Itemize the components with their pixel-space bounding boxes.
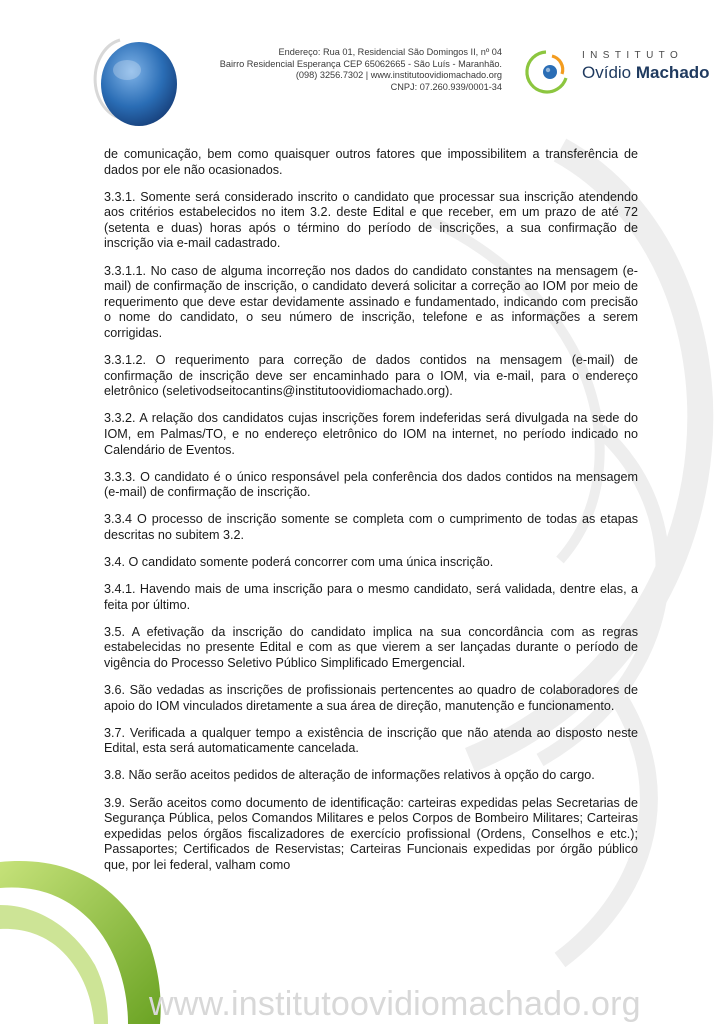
blue-orb-decoration bbox=[95, 40, 177, 126]
logo-name-bold: Machado bbox=[635, 63, 710, 82]
paragraph: 3.3.3. O candidato é o único responsável pela conferência dos dados contidos na mensagem (e-mail) de confirmação de inscrição. bbox=[104, 469, 638, 500]
logo-text-name bbox=[582, 63, 710, 83]
paragraph: 3.3.1.1. No caso de alguma incorreção nos dados do candidato constantes na mensagem (e-mail) de confirmação de inscrição, o candidato deverá solicitar a correção ao IOM por meio de requerimento que deve estar devidamente assinado e fundamentado, indicando com precisão o nome do candidato, o seu número de inscrição, telefone e as informações a serem corrigidas. bbox=[104, 263, 638, 340]
paragraph: 3.3.2. A relação dos candidatos cujas inscrições forem indeferidas será divulgada na sede do IOM, em Palmas/TO, e no endereço eletrônico do IOM na internet, no período indicado no Calendário de Eventos. bbox=[104, 411, 638, 457]
paragraph: 3.8. Não serão aceitos pedidos de alteração de informações relativos à opção do cargo. bbox=[104, 768, 595, 783]
address-line: CNPJ: 07.260.939/0001-34 bbox=[390, 81, 502, 92]
address-line: Endereço: Rua 01, Residencial São Domingos II, nº 04 bbox=[278, 47, 502, 57]
logo-text-institute: INSTITUTO bbox=[582, 50, 684, 61]
paragraph: 3.3.1. Somente será considerado inscrito o candidato que processar sua inscrição atendendo aos critérios estabelecidos no item 3.2. deste Edital e que receber, em um prazo de até 72 (setenta e duas) horas após o término do período de inscrições, a sua confirmação de inscrição via e-mail cadastrado. bbox=[104, 189, 638, 251]
header-address bbox=[220, 47, 502, 93]
document-body bbox=[104, 147, 638, 885]
paragraph: 3.3.1.2. O requerimento para correção de dados contidos na mensagem (e-mail) de confirmação de inscrição deve ser encaminhado para o IOM, via e-mail, para o endereço eletrônico (seletivodseitocantins@institutoovidiomachado.org). bbox=[104, 353, 638, 399]
green-swoosh-decoration bbox=[0, 861, 161, 1024]
paragraph: 3.9. Serão aceitos como documento de identificação: carteiras expedidas pelas Secretarias de Segurança Pública, pelos Comandos Militares e pelos Corpos de Bombeiro Militares; Carteiras expedidas pelos órgãos fiscalizadores de exercício profissional (Ordens, Conselhos e etc.); Passaportes; Certificados de Reservistas; Carteiras Funcionais expedidas por órgão público que, por lei federal, valham como bbox=[104, 795, 638, 872]
paragraph: 3.6. São vedadas as inscrições de profissionais pertencentes ao quadro de colaboradores de apoio do IOM vinculados diretamente a sua área de direção, manutenção e funcionamento. bbox=[104, 683, 638, 713]
paragraph: 3.5. A efetivação da inscrição do candidato implica na sua concordância com as regras estabelecidas no presente Edital e com as que vierem a ser lançadas durante o período de vigência do Processo Seletivo Público Simplificado Emergencial. bbox=[104, 624, 638, 670]
paragraph: 3.4. O candidato somente poderá concorrer com uma única inscrição. bbox=[104, 554, 494, 569]
address-line: Bairro Residencial Esperança CEP 65062665 - São Luís - Maranhão. bbox=[219, 58, 502, 69]
paragraph: de comunicação, bem como quaisquer outros fatores que impossibilitem a transferência de dados por ele não ocasionados. bbox=[104, 147, 638, 177]
paragraph: 3.7. Verificada a qualquer tempo a existência de inscrição que não atenda ao disposto neste Edital, esta será automaticamente cancelada. bbox=[104, 725, 638, 756]
logo-mark-icon bbox=[522, 44, 580, 100]
paragraph: 3.3.4 O processo de inscrição somente se completa com o cumprimento de todas as etapas descritas no subitem 3.2. bbox=[104, 512, 638, 542]
footer-website-watermark: www.institutoovidiomachado.org bbox=[149, 985, 641, 1023]
logo-name-regular: Ovídio bbox=[582, 63, 636, 82]
institute-logo bbox=[522, 44, 710, 100]
address-line: (098) 3256.7302 | www.institutoovidiomachado.org bbox=[295, 70, 502, 81]
paragraph: 3.4.1. Havendo mais de uma inscrição para o mesmo candidato, será validada, dentre elas, a feita por último. bbox=[104, 582, 638, 612]
